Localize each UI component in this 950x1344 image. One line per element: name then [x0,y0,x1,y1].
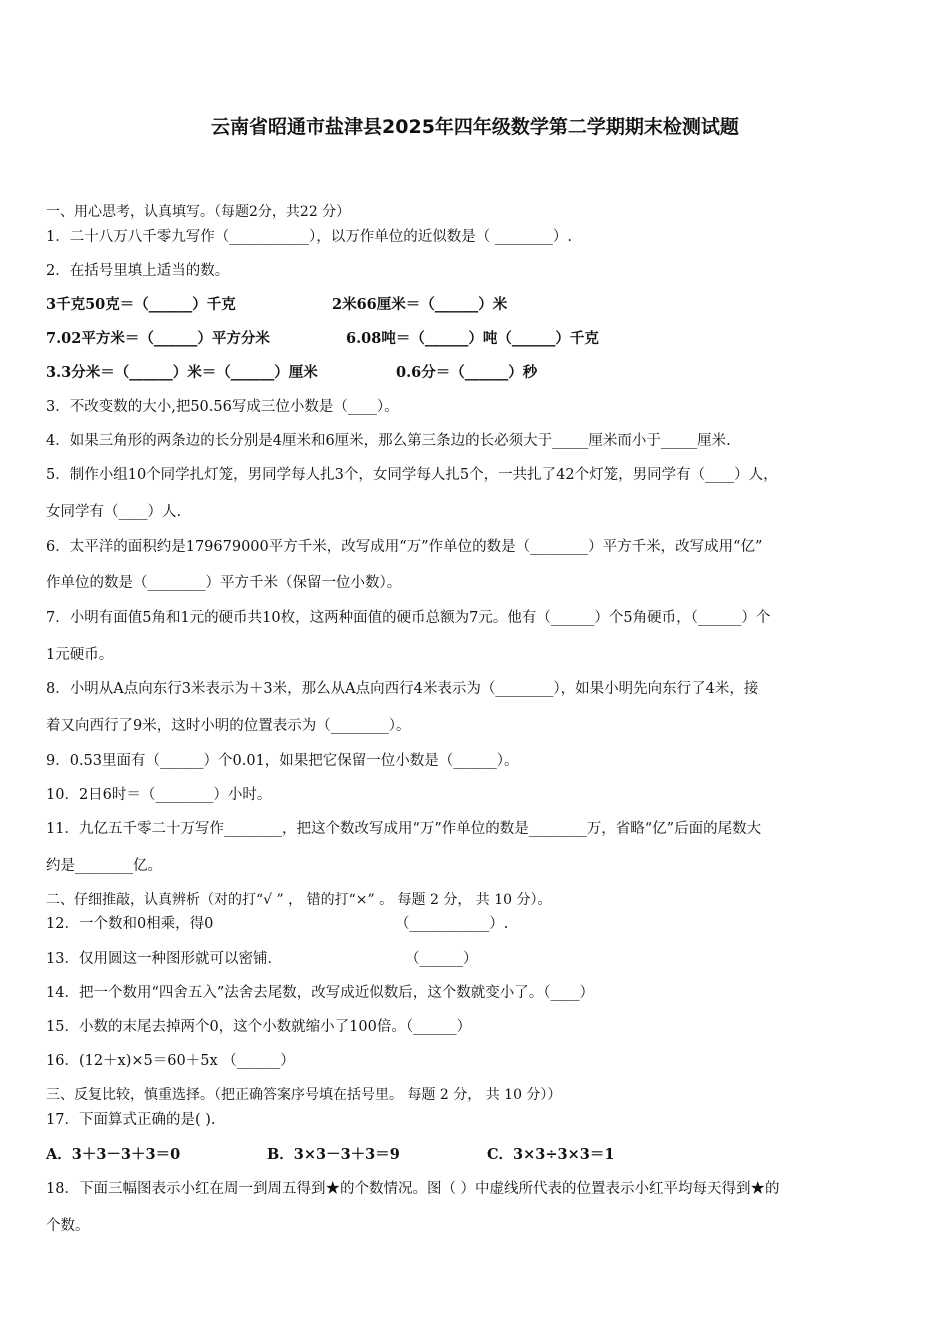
question-11-line-1: 11．九亿五千零二十万写作________，把这个数改写成用“万”作单位的数是________万，省略“亿”后面的尾数大 [46,821,762,837]
question-17-option-b: B．3×3－3＋3＝9 [267,1146,400,1163]
page-title: 云南省昭通市盐津县2025年四年级数学第二学期期末检测试题 [211,116,739,138]
question-15: 15．小数的末尾去掉两个0，这个小数就缩小了100倍。（______） [46,1019,472,1035]
question-16: 16．(12＋x)×5＝60＋5x （______） [46,1053,295,1069]
question-2: 2．在括号里填上适当的数。 [46,263,230,279]
question-12-answer-blank: （___________）. [395,916,509,932]
question-12: 12．一个数和0相乘，得0 [46,916,214,932]
question-5-line-1: 5．制作小组10个同学扎灯笼，男同学每人扎3个，女同学每人扎5个，一共扎了42个灯笼，男同学有（____）人， [46,467,778,483]
question-2-item-4: 6.08吨＝（______）吨（______）千克 [346,330,599,347]
question-17: 17．下面算式正确的是( ). [46,1112,216,1128]
question-2-item-2: 2米66厘米＝（______）米 [332,296,508,313]
section-2-heading: 二、仔细推敲，认真辨析（对的打“√ ” ， 错的打“×” 。 每题 2 分， 共 10 分）。 [46,892,552,908]
question-13-answer-blank: （______） [405,951,478,967]
question-8-line-2: 着又向西行了9米，这时小明的位置表示为（________）。 [46,718,411,734]
question-18-line-2: 个数。 [46,1218,90,1234]
question-4: 4．如果三角形的两条边的长分别是4厘米和6厘米，那么第三条边的长必须大于_____厘米而小于_____厘米. [46,433,731,449]
question-14: 14．把一个数用“四舍五入”法舍去尾数，改写成近似数后，这个数就变小了。（____） [46,985,595,1001]
question-9: 9．0.53里面有（______）个0.01，如果把它保留一位小数是（______）。 [46,753,519,769]
question-13: 13．仅用圆这一种图形就可以密铺． [46,951,282,967]
question-8-line-1: 8．小明从A点向东行3米表示为＋3米，那么从A点向西行4米表示为（________），如果小明先向东行了4米，接 [46,681,759,697]
question-2-item-3: 7.02平方米＝（______）平方分米 [46,330,270,347]
question-17-option-a: A．3＋3－3＋3＝0 [46,1146,181,1163]
question-6-line-1: 6．太平洋的面积约是179679000平方千米，改写成用“万”作单位的数是（________）平方千米，改写成用“亿” [46,539,763,555]
question-10: 10．2日6时＝（________）小时。 [46,787,272,803]
question-7-line-2: 1元硬币。 [46,647,114,663]
section-1-heading: 一、用心思考，认真填写。（每题2分，共22 分） [46,204,351,220]
question-7-line-1: 7．小明有面值5角和1元的硬币共10枚，这两种面值的硬币总额为7元。他有（______）个5角硬币，（______）个 [46,610,771,626]
question-2-item-1: 3千克50克＝（______）千克 [46,296,236,313]
question-1: 1．二十八万八千零九写作（___________），以万作单位的近似数是（ ________）. [46,229,572,245]
section-3-heading: 三、反复比较，慎重选择。（把正确答案序号填在括号里。 每题 2 分， 共 10 分）） [46,1087,562,1103]
question-3: 3．不改变数的大小,把50.56写成三位小数是（____）。 [46,399,399,415]
question-5-line-2: 女同学有（____）人. [46,504,182,520]
question-2-item-5: 3.3分米＝（______）米＝（______）厘米 [46,364,318,381]
question-11-line-2: 约是________亿。 [46,858,162,874]
question-18-line-1: 18．下面三幅图表示小红在周一到周五得到★的个数情况。图（ ）中虚线所代表的位置表示小红平均每天得到★的 [46,1181,780,1197]
question-2-item-6: 0.6分＝（______）秒 [396,364,538,381]
question-17-option-c: C．3×3÷3×3＝1 [487,1146,615,1163]
question-6-line-2: 作单位的数是（________）平方千米（保留一位小数）。 [46,575,402,591]
